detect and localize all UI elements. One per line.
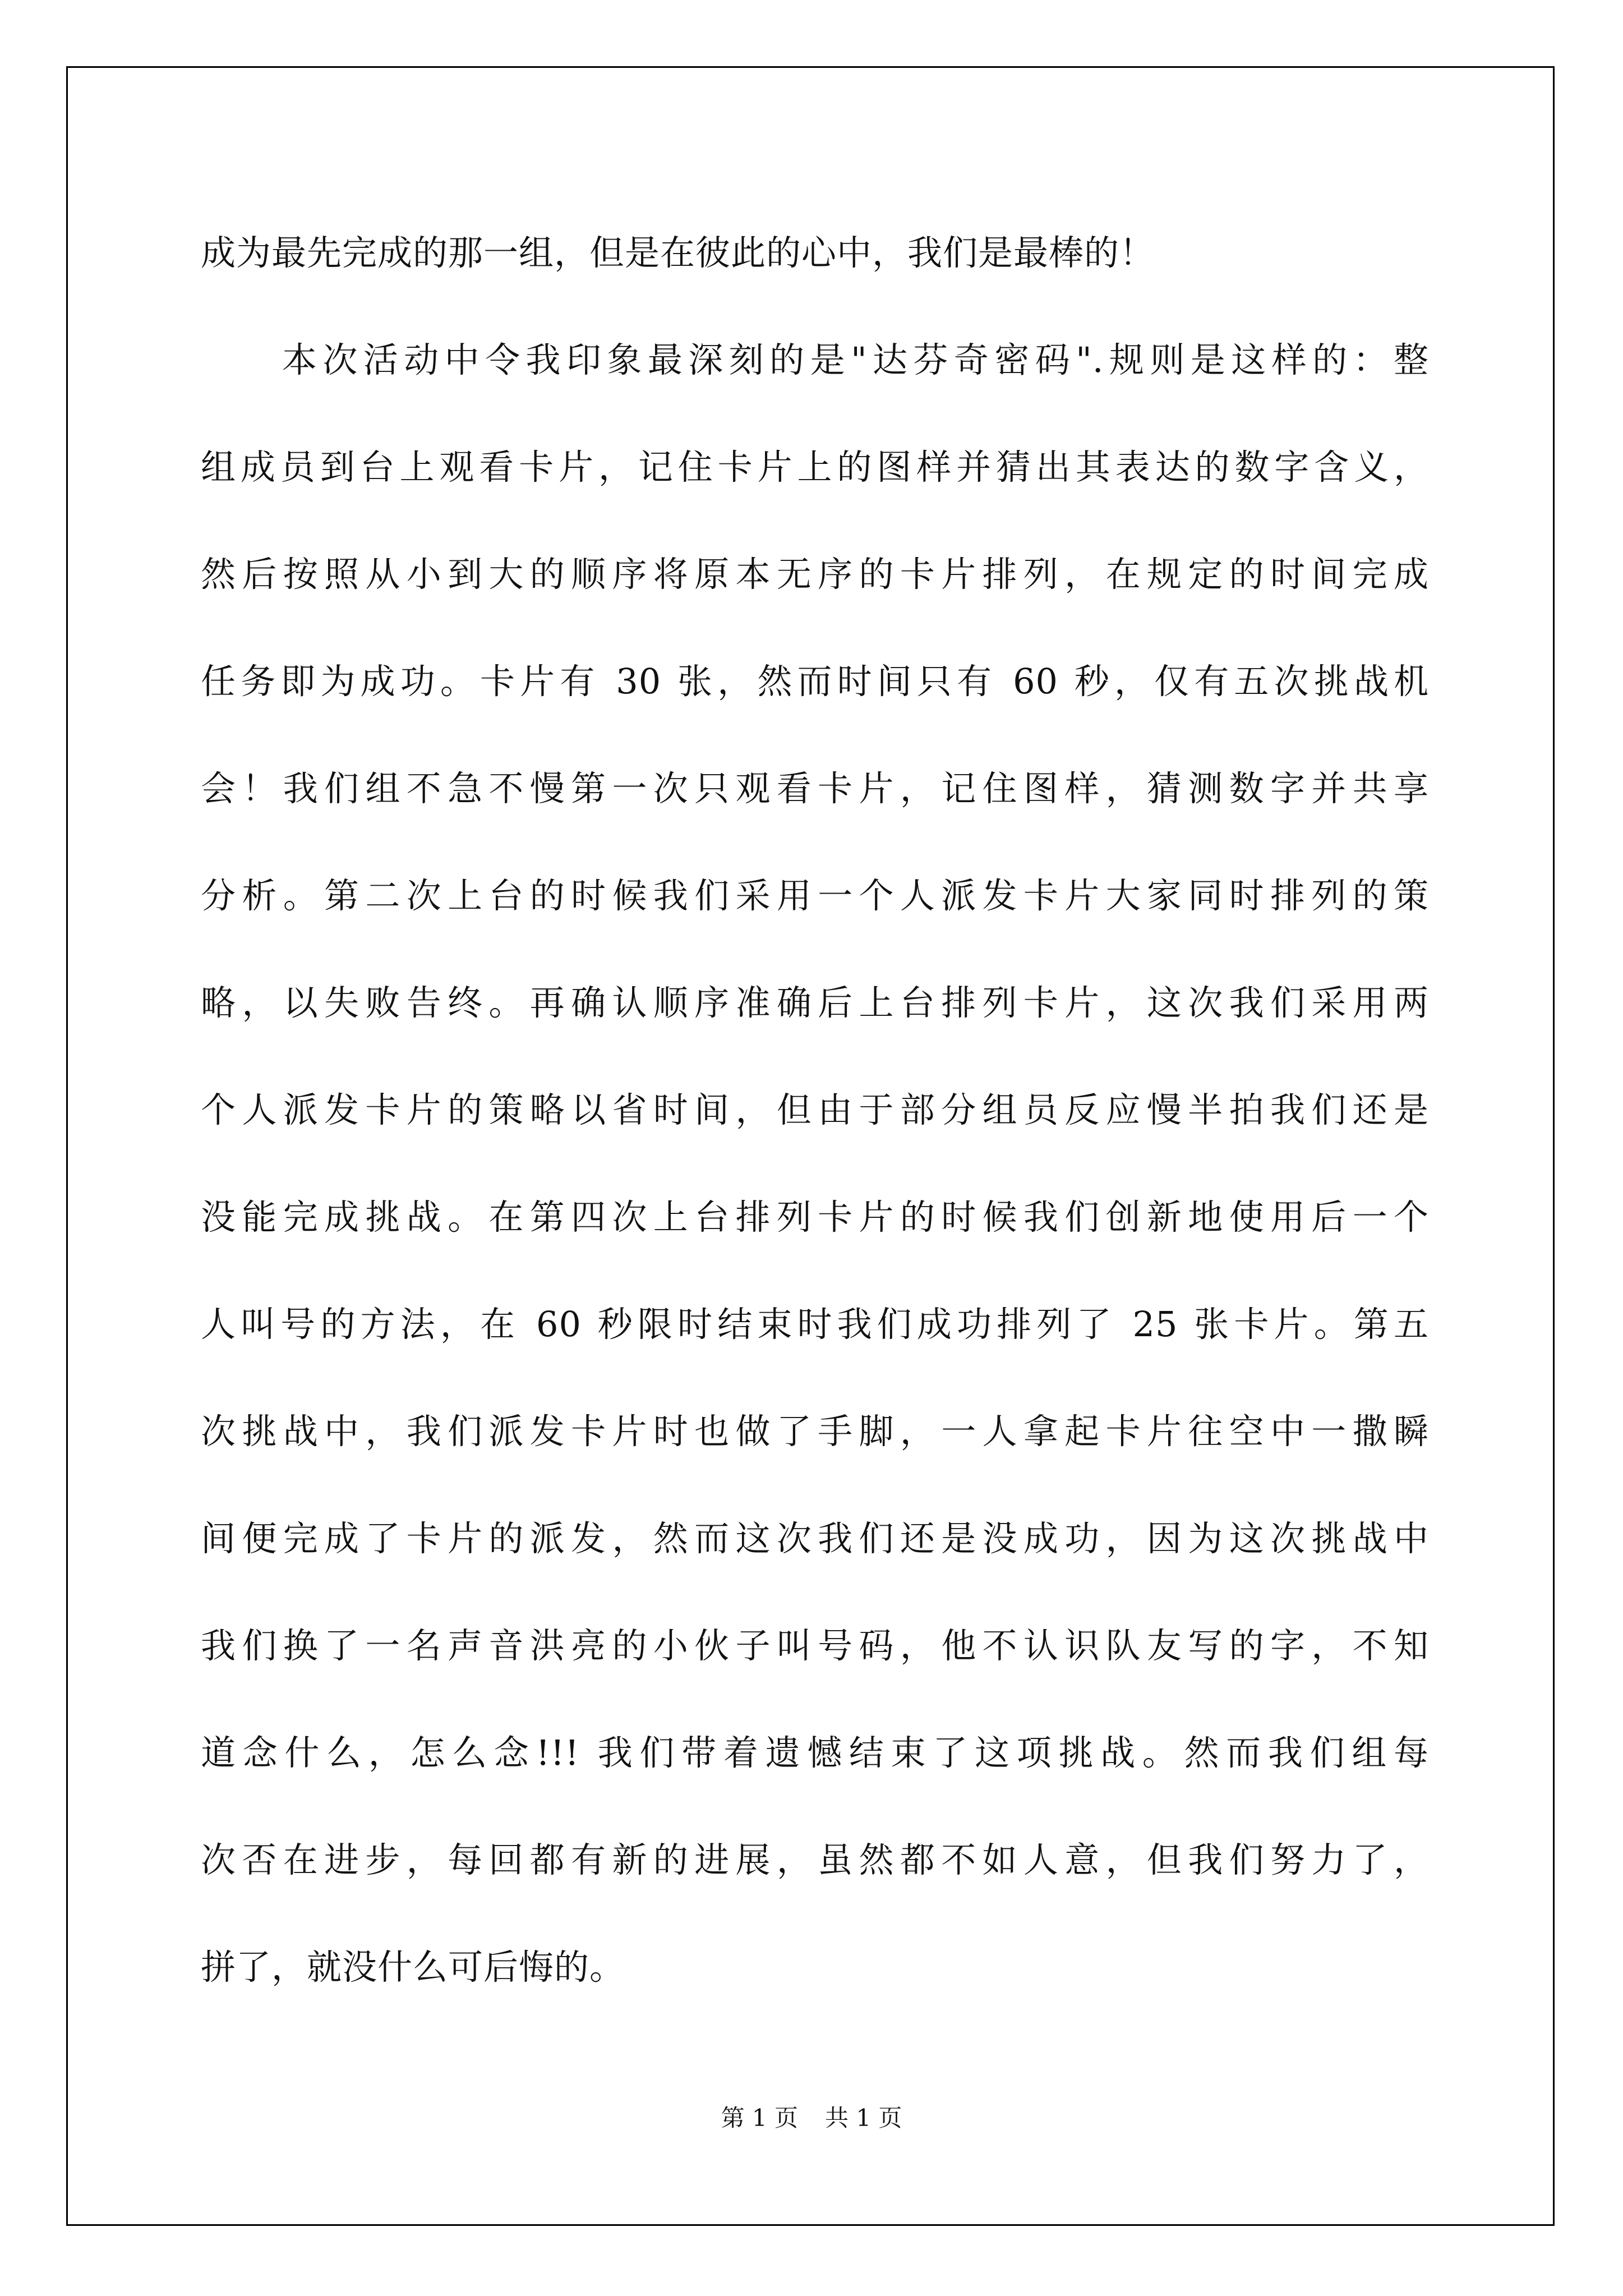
page-number-current: 第 1 页 — [721, 2104, 798, 2132]
text-line: 组成员到台上观看卡片，记住卡片上的图样并猜出其表达的数字含义， — [201, 447, 1429, 487]
text-line: 然后按照从小到大的顺序将原本无序的卡片排列，在规定的时间完成 — [201, 554, 1429, 595]
text-line: 道念什么，怎么念!!! 我们带着遗憾结束了这项挑战。然而我们组每 — [201, 1732, 1429, 1773]
text-line: 个人派发卡片的策略以省时间，但由于部分组员反应慢半拍我们还是 — [201, 1089, 1429, 1130]
text-line: 分析。第二次上台的时候我们采用一个人派发卡片大家同时排列的策 — [201, 875, 1429, 916]
text-line: 本次活动中令我印象最深刻的是"达芬奇密码".规则是这样的：整 — [201, 339, 1429, 380]
text-line: 任务即为成功。卡片有 30 张，然而时间只有 60 秒，仅有五次挑战机 — [201, 661, 1429, 702]
text-line: 略，以失败告终。再确认顺序准确后上台排列卡片，这次我们采用两 — [201, 982, 1429, 1023]
text-line: 我们换了一名声音洪亮的小伙子叫号码，他不认识队友写的字，不知 — [201, 1625, 1429, 1666]
text-line: 成为最先完成的那一组，但是在彼此的心中，我们是最棒的！ — [201, 232, 1155, 273]
page-number-total: 共 1 页 — [825, 2104, 902, 2132]
text-line: 间便完成了卡片的派发，然而这次我们还是没成功，因为这次挑战中 — [201, 1518, 1429, 1559]
text-line: 拼了，就没什么可后悔的。 — [201, 1947, 625, 1987]
text-line: 人叫号的方法，在 60 秒限时结束时我们成功排列了 25 张卡片。第五 — [201, 1304, 1429, 1345]
text-line: 次否在进步，每回都有新的进展，虽然都不如人意，但我们努力了， — [201, 1839, 1429, 1880]
page-footer — [0, 2100, 1623, 2133]
text-line: 次挑战中，我们派发卡片时也做了手脚，一人拿起卡片往空中一撒瞬 — [201, 1411, 1429, 1452]
text-line: 会！我们组不急不慢第一次只观看卡片，记住图样，猜测数字并共享 — [201, 768, 1429, 809]
text-line: 没能完成挑战。在第四次上台排列卡片的时候我们创新地使用后一个 — [201, 1197, 1429, 1237]
document-body — [201, 199, 1429, 2021]
